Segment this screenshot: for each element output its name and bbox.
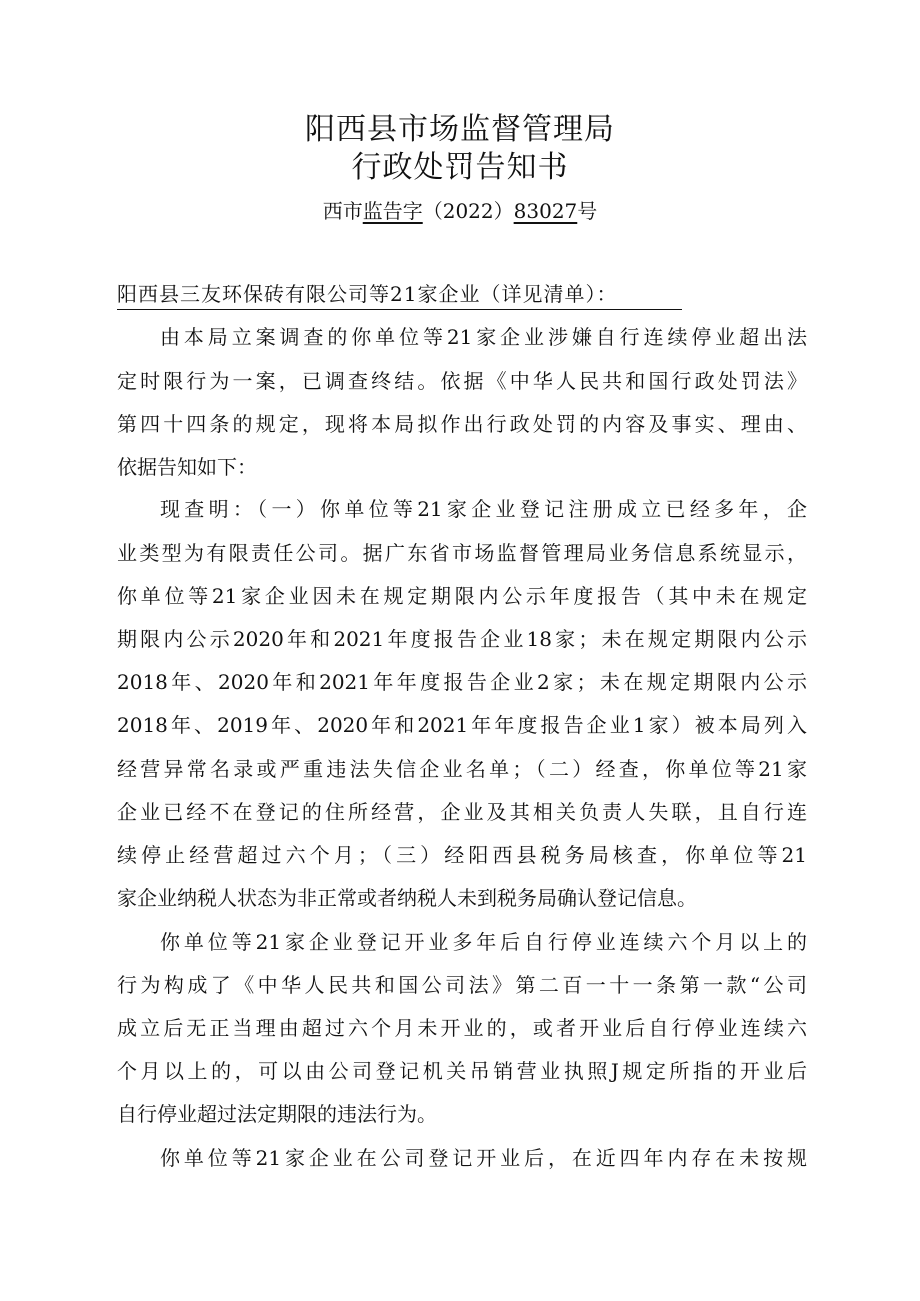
body-line: 你单位等21家企业在公司登记开业后，在近四年内存在未按规 bbox=[160, 1146, 807, 1170]
body-line: 自行停业超过法定期限的违法行为。 bbox=[117, 1102, 437, 1126]
body-line: 2018年、2020年和2021年年度报告企业2家；未在规定期限内公示 bbox=[117, 670, 807, 694]
document-title-line1: 阳西县市场监督管理局 bbox=[305, 112, 615, 147]
doc-number-serial: 83027 bbox=[513, 199, 578, 223]
addressee: 阳西县三友环保砖有限公司等21家企业（详见清单）： bbox=[117, 279, 682, 310]
body-line: 家企业纳税人状态为非正常或者纳税人未到税务局确认登记信息。 bbox=[117, 886, 697, 910]
document-number bbox=[0, 196, 920, 226]
doc-number-type: 监告字 bbox=[362, 199, 423, 223]
document-title-line2: 行政处罚告知书 bbox=[351, 150, 569, 185]
body-line: 2018年、2019年、2020年和2021年年度报告企业1家）被本局列入 bbox=[117, 713, 807, 737]
doc-number-prefix: 西市 bbox=[322, 199, 363, 223]
body-line: 企业已经不在登记的住所经营，企业及其相关负责人失联，且自行连 bbox=[117, 800, 807, 824]
doc-number-year: （2022） bbox=[422, 199, 514, 223]
body-line: 业类型为有限责任公司。据广东省市场监督管理局业务信息系统显示， bbox=[117, 541, 807, 565]
body-line: 期限内公示2020年和2021年度报告企业18家；未在规定期限内公示 bbox=[117, 627, 807, 651]
body-line: 定时限行为一案，已调查终结。依据《中华人民共和国行政处罚法》 bbox=[117, 369, 807, 393]
body-line: 个月以上的，可以由公司登记机关吊销营业执照J规定所指的开业后 bbox=[117, 1059, 807, 1083]
body-line: 由本局立案调查的你单位等21家企业涉嫌自行连续停业超出法 bbox=[160, 325, 807, 349]
body-line: 依据告知如下： bbox=[117, 455, 257, 479]
body-line: 你单位等21家企业因未在规定期限内公示年度报告（其中未在规定 bbox=[117, 584, 807, 608]
body-line: 成立后无正当理由超过六个月未开业的，或者开业后自行停业连续六 bbox=[117, 1016, 807, 1040]
body-line: 行为构成了《中华人民共和国公司法》第二百一十一条第一款“公司 bbox=[117, 973, 807, 997]
body-line: 现查明：（一）你单位等21家企业登记注册成立已经多年，企 bbox=[160, 497, 807, 521]
body-line: 经营异常名录或严重违法失信企业名单；（二）经查，你单位等21家 bbox=[117, 757, 807, 781]
doc-number-suffix: 号 bbox=[577, 199, 598, 223]
body-line: 续停止经营超过六个月；（三）经阳西县税务局核查，你单位等21 bbox=[117, 843, 807, 867]
body-line: 你单位等21家企业登记开业多年后自行停业连续六个月以上的 bbox=[160, 930, 807, 954]
body-line: 第四十四条的规定，现将本局拟作出行政处罚的内容及事实、理由、 bbox=[117, 412, 807, 436]
